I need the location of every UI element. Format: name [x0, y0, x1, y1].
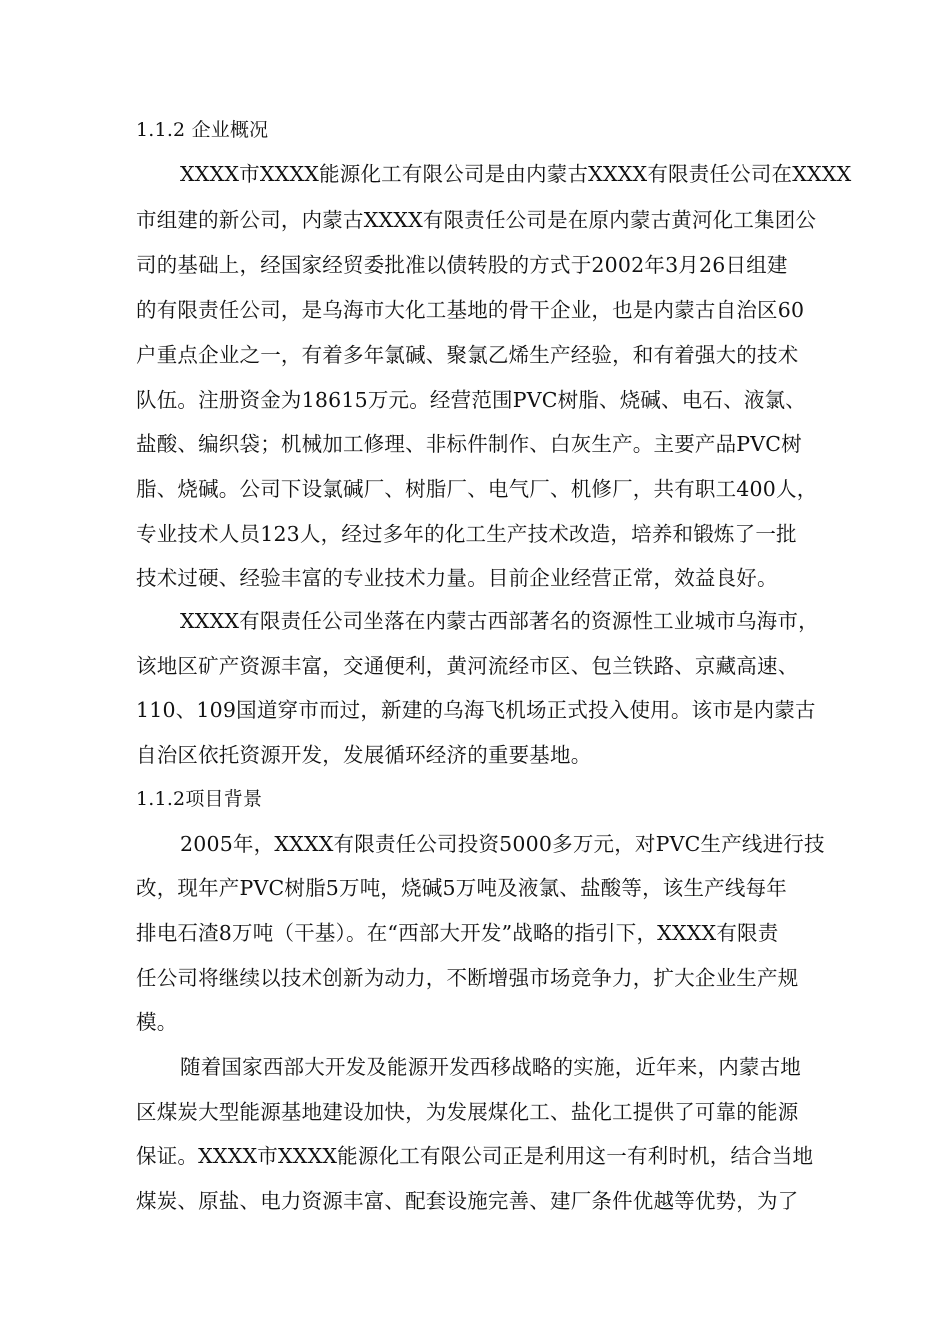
text-line: 市组建的新公司，内蒙古XXXX有限责任公司是在原内蒙古黄河化工集团公 [136, 208, 817, 232]
text-line: 区煤炭大型能源基地建设加快，为发展煤化工、盐化工提供了可靠的能源 [136, 1100, 799, 1124]
text-line: 任公司将继续以技术创新为动力，不断增强市场竞争力，扩大企业生产规 [136, 966, 799, 990]
text-line: 随着国家西部大开发及能源开发西移战略的实施，近年来，内蒙古地 [180, 1055, 801, 1079]
text-line: 自治区依托资源开发，发展循环经济的重要基地。 [136, 743, 592, 767]
text-line: 技术过硬、经验丰富的专业技术力量。目前企业经营正常，效益良好。 [136, 566, 778, 590]
text-line: 脂、烧碱。公司下设氯碱厂、树脂厂、电气厂、机修厂，共有职工400人， [136, 477, 818, 501]
text-line: 保证。XXXX市XXXX能源化工有限公司正是利用这一有利时机，结合当地 [136, 1144, 814, 1168]
section-heading-project-background: 1.1.2项目背景 [136, 788, 263, 810]
text-line: 盐酸、编织袋；机械加工修理、非标件制作、白灰生产。主要产品PVC树 [136, 432, 802, 456]
text-line: 该地区矿产资源丰富，交通便利，黄河流经市区、包兰铁路、京藏高速、 [136, 654, 799, 678]
text-line: 排电石渣8万吨（干基）。在“西部大开发”战略的指引下，XXXX有限责 [136, 921, 779, 945]
text-line: 的有限责任公司，是乌海市大化工基地的骨干企业，也是内蒙古自治区60 [136, 298, 805, 322]
section-heading-company-overview: 1.1.2 企业概况 [136, 119, 269, 141]
text-line: 改，现年产PVC树脂5万吨，烧碱5万吨及液氯、盐酸等，该生产线每年 [136, 876, 787, 900]
text-line: XXXX有限责任公司坐落在内蒙古西部著名的资源性工业城市乌海市， [180, 609, 819, 633]
text-line: 户重点企业之一，有着多年氯碱、聚氯乙烯生产经验，和有着强大的技术 [136, 343, 799, 367]
text-line: 2005年，XXXX有限责任公司投资5000多万元，对PVC生产线进行技 [180, 832, 825, 856]
text-line: XXXX市XXXX能源化工有限公司是由内蒙古XXXX有限责任公司在XXXX [180, 162, 852, 186]
text-line: 司的基础上，经国家经贸委批准以债转股的方式于2002年3月26日组建 [136, 253, 788, 277]
text-line: 煤炭、原盐、电力资源丰富、配套设施完善、建厂条件优越等优势，为了 [136, 1189, 799, 1213]
text-line: 110、109国道穿市而过，新建的乌海飞机场正式投入使用。该市是内蒙古 [136, 698, 816, 722]
text-line: 模。 [136, 1010, 178, 1034]
text-line: 专业技术人员123人，经过多年的化工生产技术改造，培养和锻炼了一批 [136, 522, 797, 546]
text-line: 队伍。注册资金为18615万元。经营范围PVC树脂、烧碱、电石、液氯、 [136, 388, 806, 412]
